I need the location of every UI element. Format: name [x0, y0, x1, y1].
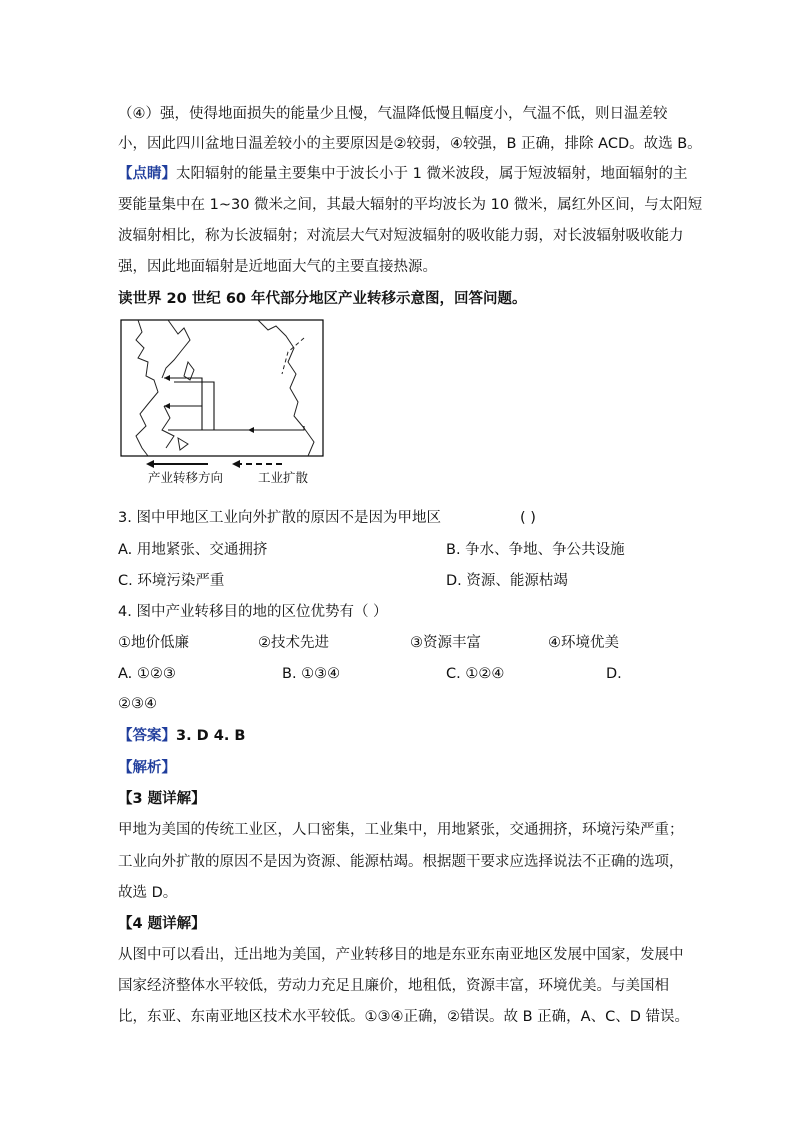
q3-paren: ( ) — [520, 510, 536, 526]
q3-stem: 3. 图中甲地区工业向外扩散的原因不是因为甲地区 — [118, 510, 441, 526]
q4-option-c: C. ①②④ — [446, 666, 505, 682]
legend-transfer-arrowhead — [146, 460, 154, 468]
tip-text: 太阳辐射的能量主要集中于波长小于 1 微米波段，属于短波辐射，地面辐射的主 — [176, 166, 688, 182]
q4-detail-line-3: 比，东亚、东南亚地区技术水平较低。①③④正确，②错误。故 B 正确，A、C、D 错误。 — [118, 1009, 689, 1025]
q4-option-b: B. ①③④ — [282, 666, 341, 682]
q3-detail-tag: 【3 题详解】 — [118, 791, 206, 807]
q3-option-a: A. 用地紧张、交通拥挤 — [118, 542, 268, 558]
legend-transfer-label: 产业转移方向 — [148, 470, 224, 485]
tip-tag: 【点睛】 — [118, 166, 176, 182]
q4-detail-line-2: 国家经济整体水平较低，劳动力充足且廉价，地租低，资源丰富，环境优美。与美国相 — [118, 978, 669, 994]
q4-detail-tag: 【4 题详解】 — [118, 916, 206, 932]
answer-text: 3. D 4. B — [176, 728, 246, 744]
text-line-6: 强，因此地面辐射是近地面大气的主要直接热源。 — [118, 259, 437, 275]
text-line-3 — [118, 164, 688, 184]
q4-item-2: ②技术先进 — [258, 635, 329, 651]
text-line-2: 小，因此四川盆地日温差较小的主要原因是②较弱，④较强，B 正确，排除 ACD。故选 B。 — [118, 136, 702, 152]
q3-option-d: D. 资源、能源枯竭 — [446, 573, 568, 589]
q3-option-c: C. 环境污染严重 — [118, 573, 225, 589]
q4-option-a: A. ①②③ — [118, 666, 176, 682]
q3-detail-line-2: 工业向外扩散的原因不是因为资源、能源枯竭。根据题干要求应选择说法不正确的选项， — [118, 854, 684, 870]
q4-item-1: ①地价低廉 — [118, 635, 189, 651]
q3-detail-line-3: 故选 D。 — [118, 885, 178, 901]
answer-line — [118, 726, 245, 746]
text-line-4: 要能量集中在 1~30 微米之间，其最大辐射的平均波长为 10 微米，属红外区间，与太阳短 — [118, 197, 703, 213]
q4-option-d-content: ②③④ — [118, 696, 157, 712]
map-frame — [121, 320, 323, 456]
legend-spread-arrowhead — [232, 460, 240, 468]
industry-transfer-map — [118, 318, 328, 488]
text-line-5: 波辐射相比，称为长波辐射；对流层大气对短波辐射的吸收能力弱，对长波辐射吸收能力 — [118, 228, 684, 244]
q4-detail-line-1: 从图中可以看出，迁出地为美国，产业转移目的地是东亚东南亚地区发展中国家，发展中 — [118, 947, 684, 963]
text-line-1: （④）强，使得地面损失的能量少且慢，气温降低慢且幅度小，气温不低，则日温差较 — [118, 106, 668, 122]
answer-tag: 【答案】 — [118, 728, 176, 744]
map-svg — [118, 318, 328, 488]
intro-line: 读世界 20 世纪 60 年代部分地区产业转移示意图，回答问题。 — [118, 291, 527, 307]
q3-option-b: B. 争水、争地、争公共设施 — [446, 542, 625, 558]
legend-spread-label: 工业扩散 — [258, 470, 309, 485]
q4-item-3: ③资源丰富 — [410, 635, 481, 651]
q4-item-4: ④环境优美 — [548, 635, 619, 651]
q4-stem: 4. 图中产业转移目的地的区位优势有（ ） — [118, 604, 388, 620]
q4-option-d: D. — [606, 666, 622, 682]
analysis-tag: 【解析】 — [118, 760, 176, 776]
q3-detail-line-1: 甲地为美国的传统工业区，人口密集，工业集中，用地紧张，交通拥挤，环境污染严重； — [118, 822, 684, 838]
